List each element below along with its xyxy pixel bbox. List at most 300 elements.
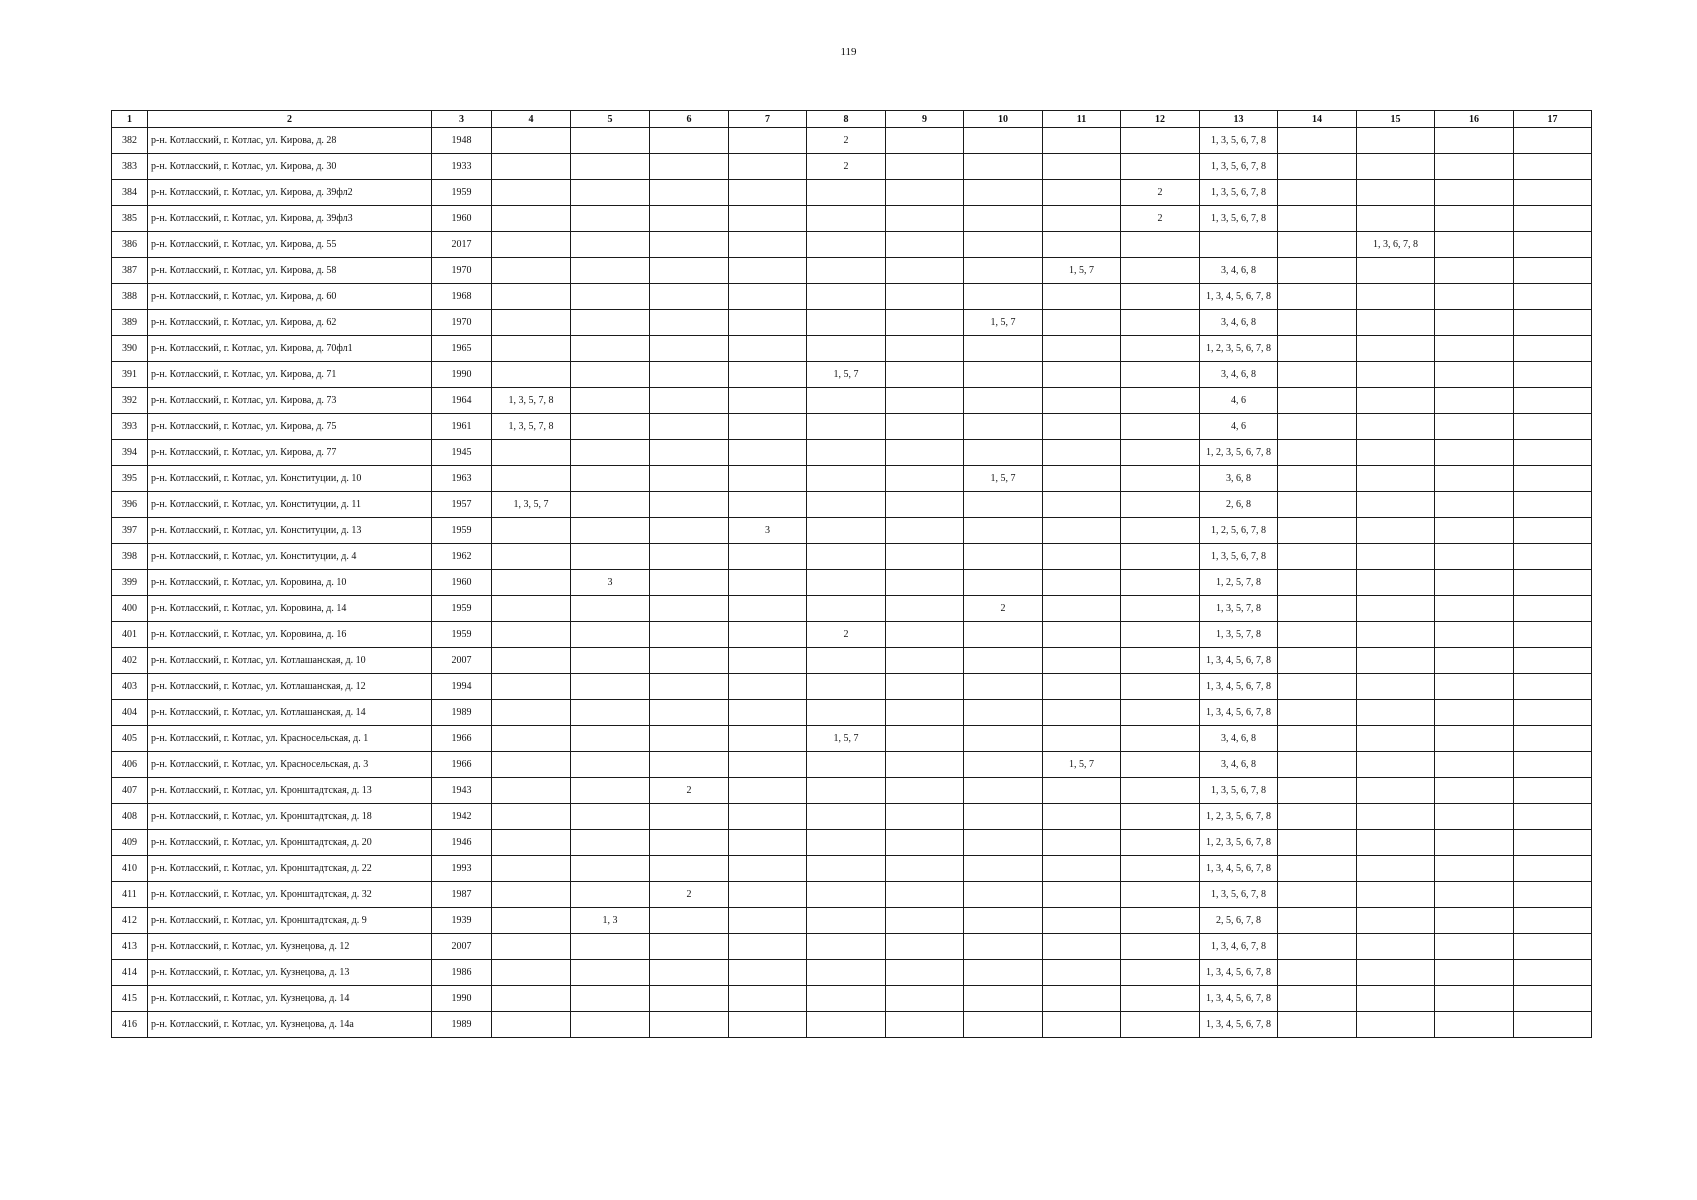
column-13-cell: 1, 3, 5, 6, 7, 8 [1200,206,1278,232]
column-15-cell [1357,570,1435,596]
column-14-cell [1278,362,1357,388]
column-14-cell [1278,830,1357,856]
column-14-cell [1278,700,1357,726]
row-number-cell: 384 [112,180,148,206]
column-16-cell [1435,492,1514,518]
row-number-cell: 397 [112,518,148,544]
column-4-cell [492,700,571,726]
column-9-cell [886,180,964,206]
column-4-cell [492,596,571,622]
column-8-cell [807,752,886,778]
table-row [112,700,1592,726]
address-cell: р-н. Котласский, г. Котлас, ул. Кирова, д. 71 [148,362,432,388]
column-8-cell [807,414,886,440]
column-4-cell [492,310,571,336]
column-13-cell: 3, 4, 6, 8 [1200,726,1278,752]
column-10-cell [964,1012,1043,1038]
column-7-cell [729,206,807,232]
column-13-cell: 1, 3, 5, 7, 8 [1200,622,1278,648]
column-12-cell [1121,518,1200,544]
column-header-1: 1 [112,111,148,128]
column-header-5: 5 [571,111,650,128]
column-11-cell [1043,830,1121,856]
column-10-cell [964,206,1043,232]
column-12-cell [1121,284,1200,310]
year-cell: 1939 [432,908,492,934]
column-5-cell [571,752,650,778]
address-cell: р-н. Котласский, г. Котлас, ул. Кирова, д. 77 [148,440,432,466]
column-17-cell [1514,804,1592,830]
column-5-cell [571,440,650,466]
column-9-cell [886,336,964,362]
column-17-cell [1514,908,1592,934]
column-15-cell [1357,726,1435,752]
column-5-cell [571,934,650,960]
column-15-cell [1357,492,1435,518]
column-6-cell [650,570,729,596]
column-11-cell [1043,180,1121,206]
column-6-cell [650,154,729,180]
column-5-cell [571,726,650,752]
column-13-cell [1200,232,1278,258]
column-16-cell [1435,778,1514,804]
column-11-cell [1043,882,1121,908]
column-17-cell [1514,1012,1592,1038]
column-14-cell [1278,986,1357,1012]
column-17-cell [1514,128,1592,154]
address-cell: р-н. Котласский, г. Котлас, ул. Кронштадтская, д. 32 [148,882,432,908]
column-6-cell [650,960,729,986]
column-15-cell [1357,934,1435,960]
column-15-cell [1357,882,1435,908]
column-8-cell: 2 [807,154,886,180]
column-17-cell [1514,986,1592,1012]
column-12-cell [1121,258,1200,284]
column-13-cell: 1, 2, 5, 6, 7, 8 [1200,518,1278,544]
column-6-cell [650,518,729,544]
column-12-cell [1121,596,1200,622]
table-row [112,206,1592,232]
column-11-cell [1043,154,1121,180]
column-15-cell [1357,258,1435,284]
column-14-cell [1278,752,1357,778]
row-number-cell: 400 [112,596,148,622]
column-9-cell [886,258,964,284]
housing-register-table [111,110,1592,1038]
column-12-cell [1121,544,1200,570]
column-10-cell: 2 [964,596,1043,622]
table-row [112,570,1592,596]
column-9-cell [886,362,964,388]
column-12-cell [1121,726,1200,752]
column-15-cell [1357,388,1435,414]
column-10-cell [964,518,1043,544]
row-number-cell: 412 [112,908,148,934]
column-10-cell [964,128,1043,154]
column-8-cell [807,778,886,804]
column-10-cell [964,570,1043,596]
column-12-cell [1121,648,1200,674]
column-17-cell [1514,856,1592,882]
table-row [112,284,1592,310]
column-11-cell [1043,1012,1121,1038]
column-14-cell [1278,284,1357,310]
row-number-cell: 402 [112,648,148,674]
column-12-cell [1121,752,1200,778]
column-12-cell [1121,960,1200,986]
column-10-cell [964,830,1043,856]
column-6-cell [650,830,729,856]
address-cell: р-н. Котласский, г. Котлас, ул. Котлашанская, д. 10 [148,648,432,674]
address-cell: р-н. Котласский, г. Котлас, ул. Кирова, д. 58 [148,258,432,284]
column-7-cell: 3 [729,518,807,544]
row-number-cell: 406 [112,752,148,778]
column-6-cell [650,284,729,310]
year-cell: 1968 [432,284,492,310]
column-header-16: 16 [1435,111,1514,128]
column-10-cell [964,986,1043,1012]
column-11-cell [1043,544,1121,570]
column-5-cell: 1, 3 [571,908,650,934]
column-8-cell [807,544,886,570]
year-cell: 1933 [432,154,492,180]
column-11-cell [1043,518,1121,544]
column-16-cell [1435,180,1514,206]
column-15-cell [1357,310,1435,336]
column-9-cell [886,232,964,258]
column-7-cell [729,414,807,440]
column-8-cell [807,882,886,908]
column-6-cell [650,752,729,778]
column-header-2: 2 [148,111,432,128]
row-number-cell: 395 [112,466,148,492]
column-17-cell [1514,336,1592,362]
column-14-cell [1278,778,1357,804]
column-10-cell [964,492,1043,518]
address-cell: р-н. Котласский, г. Котлас, ул. Кузнецова, д. 13 [148,960,432,986]
column-7-cell [729,362,807,388]
column-15-cell [1357,154,1435,180]
column-16-cell [1435,934,1514,960]
table-row [112,908,1592,934]
column-header-17: 17 [1514,111,1592,128]
column-12-cell [1121,154,1200,180]
column-4-cell [492,258,571,284]
column-14-cell [1278,544,1357,570]
column-11-cell: 1, 5, 7 [1043,258,1121,284]
column-16-cell [1435,544,1514,570]
address-cell: р-н. Котласский, г. Котлас, ул. Кронштадтская, д. 13 [148,778,432,804]
column-13-cell: 1, 3, 4, 5, 6, 7, 8 [1200,700,1278,726]
column-header-14: 14 [1278,111,1357,128]
year-cell: 1959 [432,596,492,622]
column-11-cell [1043,362,1121,388]
address-cell: р-н. Котласский, г. Котлас, ул. Кирова, д. 60 [148,284,432,310]
column-15-cell [1357,180,1435,206]
column-8-cell [807,336,886,362]
year-cell: 1987 [432,882,492,908]
column-12-cell [1121,440,1200,466]
column-16-cell [1435,960,1514,986]
column-14-cell [1278,934,1357,960]
column-7-cell [729,908,807,934]
row-number-cell: 399 [112,570,148,596]
year-cell: 1989 [432,1012,492,1038]
row-number-cell: 394 [112,440,148,466]
column-11-cell [1043,206,1121,232]
column-9-cell [886,492,964,518]
column-13-cell: 1, 3, 5, 7, 8 [1200,596,1278,622]
column-6-cell [650,388,729,414]
table-row [112,830,1592,856]
column-14-cell [1278,128,1357,154]
column-13-cell: 4, 6 [1200,388,1278,414]
address-cell: р-н. Котласский, г. Котлас, ул. Кирова, д. 55 [148,232,432,258]
column-5-cell [571,544,650,570]
column-8-cell [807,596,886,622]
column-8-cell [807,206,886,232]
column-13-cell: 1, 3, 4, 5, 6, 7, 8 [1200,856,1278,882]
column-13-cell: 1, 2, 3, 5, 6, 7, 8 [1200,830,1278,856]
table-row [112,960,1592,986]
row-number-cell: 405 [112,726,148,752]
column-9-cell [886,622,964,648]
column-14-cell [1278,154,1357,180]
column-10-cell [964,622,1043,648]
column-5-cell [571,648,650,674]
column-9-cell [886,882,964,908]
column-5-cell [571,414,650,440]
column-14-cell [1278,440,1357,466]
column-10-cell [964,700,1043,726]
column-16-cell [1435,232,1514,258]
column-8-cell [807,284,886,310]
column-4-cell [492,518,571,544]
row-number-cell: 386 [112,232,148,258]
address-cell: р-н. Котласский, г. Котлас, ул. Коровина, д. 10 [148,570,432,596]
column-16-cell [1435,882,1514,908]
column-13-cell: 1, 2, 3, 5, 6, 7, 8 [1200,440,1278,466]
column-15-cell [1357,206,1435,232]
table-row [112,310,1592,336]
column-15-cell [1357,856,1435,882]
column-9-cell [886,466,964,492]
column-5-cell [571,622,650,648]
address-cell: р-н. Котласский, г. Котлас, ул. Кузнецова, д. 14 [148,986,432,1012]
column-8-cell [807,908,886,934]
column-header-3: 3 [432,111,492,128]
table-row [112,154,1592,180]
column-12-cell [1121,804,1200,830]
address-cell: р-н. Котласский, г. Котлас, ул. Кирова, д. 70фл1 [148,336,432,362]
column-6-cell [650,934,729,960]
column-header-6: 6 [650,111,729,128]
column-10-cell [964,232,1043,258]
column-7-cell [729,466,807,492]
column-11-cell [1043,492,1121,518]
row-number-cell: 387 [112,258,148,284]
address-cell: р-н. Котласский, г. Котлас, ул. Кирова, д. 39фл2 [148,180,432,206]
table-row [112,622,1592,648]
column-12-cell [1121,466,1200,492]
column-7-cell [729,154,807,180]
column-6-cell [650,310,729,336]
column-11-cell [1043,804,1121,830]
column-17-cell [1514,206,1592,232]
row-number-cell: 404 [112,700,148,726]
column-4-cell [492,440,571,466]
table-row [112,778,1592,804]
column-6-cell [650,986,729,1012]
column-10-cell [964,544,1043,570]
column-16-cell [1435,284,1514,310]
column-11-cell [1043,960,1121,986]
column-10-cell [964,440,1043,466]
column-14-cell [1278,310,1357,336]
column-9-cell [886,778,964,804]
column-14-cell [1278,1012,1357,1038]
column-6-cell [650,544,729,570]
column-10-cell [964,674,1043,700]
column-15-cell [1357,284,1435,310]
column-13-cell: 1, 3, 5, 6, 7, 8 [1200,882,1278,908]
year-cell: 1960 [432,206,492,232]
row-number-cell: 415 [112,986,148,1012]
column-9-cell [886,856,964,882]
column-13-cell: 3, 4, 6, 8 [1200,310,1278,336]
column-14-cell [1278,466,1357,492]
column-17-cell [1514,544,1592,570]
column-6-cell [650,596,729,622]
column-5-cell [571,128,650,154]
column-9-cell [886,596,964,622]
column-9-cell [886,986,964,1012]
column-12-cell [1121,362,1200,388]
year-cell: 1948 [432,128,492,154]
column-11-cell [1043,570,1121,596]
year-cell: 1966 [432,726,492,752]
row-number-cell: 396 [112,492,148,518]
column-16-cell [1435,128,1514,154]
column-11-cell [1043,128,1121,154]
column-6-cell [650,414,729,440]
table-row [112,128,1592,154]
column-6-cell [650,258,729,284]
table-row [112,674,1592,700]
column-14-cell [1278,388,1357,414]
column-9-cell [886,284,964,310]
year-cell: 1943 [432,778,492,804]
column-11-cell [1043,284,1121,310]
column-16-cell [1435,466,1514,492]
row-number-cell: 388 [112,284,148,310]
column-5-cell [571,362,650,388]
column-4-cell [492,830,571,856]
column-10-cell [964,856,1043,882]
column-16-cell [1435,596,1514,622]
column-4-cell [492,908,571,934]
table-row [112,1012,1592,1038]
column-17-cell [1514,752,1592,778]
column-10-cell [964,362,1043,388]
address-cell: р-н. Котласский, г. Котлас, ул. Котлашанская, д. 12 [148,674,432,700]
column-17-cell [1514,310,1592,336]
column-5-cell [571,960,650,986]
column-15-cell [1357,778,1435,804]
table-row [112,336,1592,362]
column-14-cell [1278,908,1357,934]
column-16-cell [1435,1012,1514,1038]
column-7-cell [729,388,807,414]
column-14-cell [1278,414,1357,440]
column-4-cell [492,362,571,388]
column-7-cell [729,544,807,570]
column-7-cell [729,180,807,206]
column-16-cell [1435,908,1514,934]
address-cell: р-н. Котласский, г. Котлас, ул. Кронштадтская, д. 9 [148,908,432,934]
address-cell: р-н. Котласский, г. Котлас, ул. Конституции, д. 13 [148,518,432,544]
column-6-cell [650,622,729,648]
address-cell: р-н. Котласский, г. Котлас, ул. Котлашанская, д. 14 [148,700,432,726]
column-17-cell [1514,596,1592,622]
table-row [112,596,1592,622]
column-7-cell [729,492,807,518]
table-row [112,492,1592,518]
row-number-cell: 391 [112,362,148,388]
row-number-cell: 416 [112,1012,148,1038]
column-9-cell [886,310,964,336]
column-13-cell: 1, 3, 4, 5, 6, 7, 8 [1200,284,1278,310]
column-6-cell [650,674,729,700]
row-number-cell: 403 [112,674,148,700]
column-6-cell [650,440,729,466]
column-9-cell [886,206,964,232]
column-4-cell [492,752,571,778]
column-8-cell: 1, 5, 7 [807,362,886,388]
column-14-cell [1278,232,1357,258]
row-number-cell: 401 [112,622,148,648]
year-cell: 1960 [432,570,492,596]
column-12-cell [1121,986,1200,1012]
column-8-cell [807,700,886,726]
column-10-cell [964,648,1043,674]
column-7-cell [729,674,807,700]
column-10-cell [964,804,1043,830]
column-12-cell [1121,570,1200,596]
column-11-cell [1043,986,1121,1012]
column-17-cell [1514,440,1592,466]
column-11-cell [1043,232,1121,258]
column-13-cell: 3, 4, 6, 8 [1200,752,1278,778]
column-8-cell [807,570,886,596]
year-cell: 1942 [432,804,492,830]
column-14-cell [1278,622,1357,648]
column-9-cell [886,414,964,440]
column-16-cell [1435,310,1514,336]
column-4-cell [492,622,571,648]
column-15-cell [1357,362,1435,388]
column-13-cell: 1, 3, 4, 5, 6, 7, 8 [1200,674,1278,700]
column-10-cell [964,388,1043,414]
column-12-cell: 2 [1121,206,1200,232]
column-7-cell [729,648,807,674]
column-17-cell [1514,518,1592,544]
column-10-cell: 1, 5, 7 [964,310,1043,336]
column-10-cell [964,258,1043,284]
column-9-cell [886,726,964,752]
column-17-cell [1514,960,1592,986]
column-10-cell [964,284,1043,310]
